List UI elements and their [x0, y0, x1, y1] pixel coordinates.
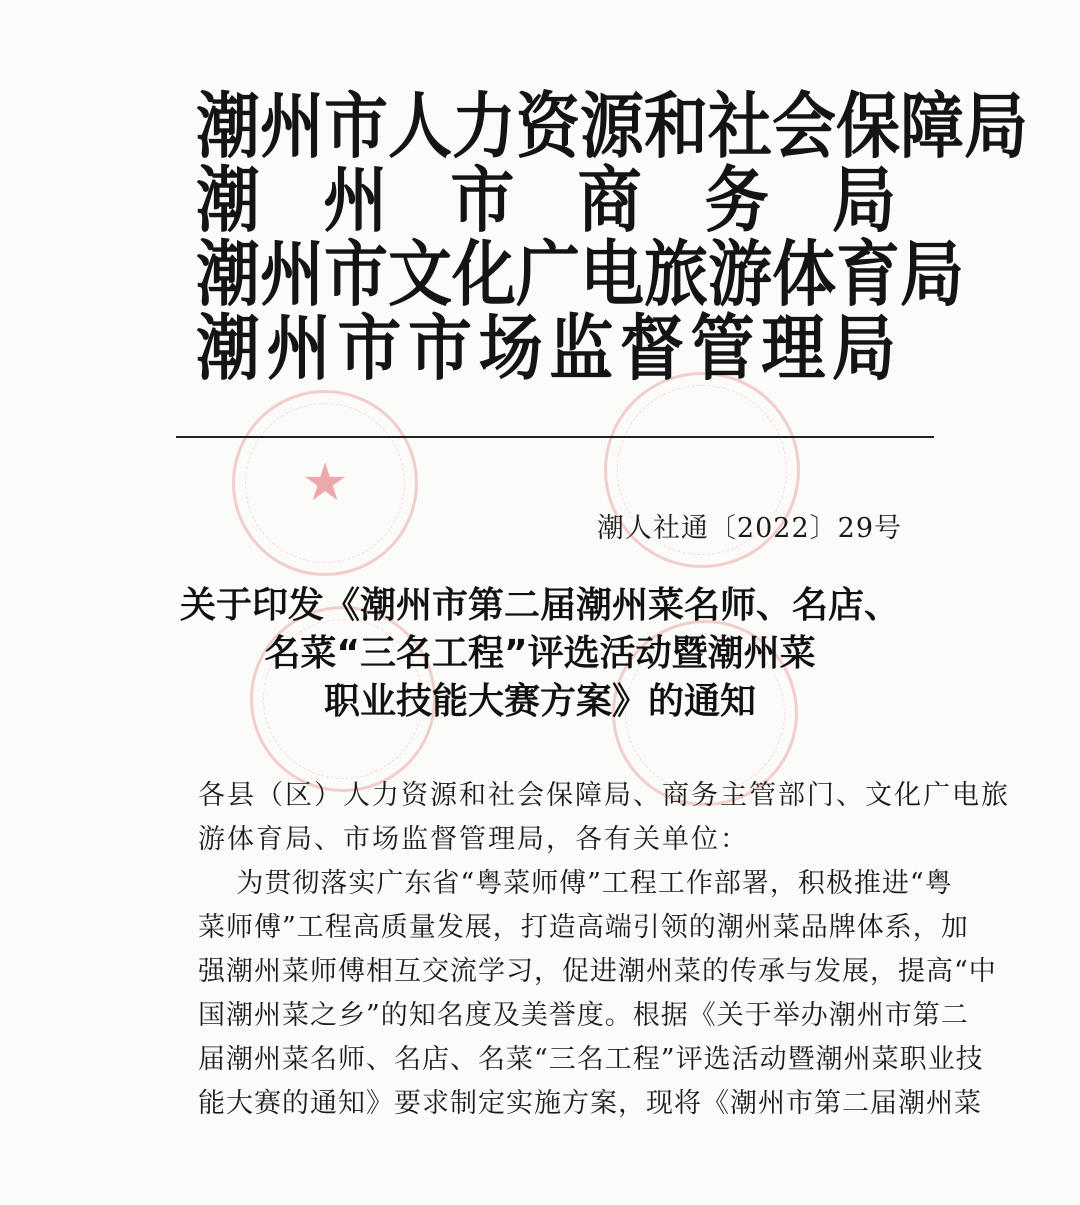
agency-char: 社	[708, 86, 772, 169]
agency-char: 潮	[196, 86, 260, 169]
agency-char: 体	[772, 234, 836, 317]
body-line: 能大赛的通知》要求制定实施方案，现将《潮州市第二届潮州菜	[198, 1088, 982, 1119]
agency-char: 障	[900, 86, 964, 169]
document-number: 潮人社通〔2022〕29号	[596, 513, 902, 544]
agency-char: 监	[549, 308, 614, 391]
agency-char: 力	[452, 86, 516, 169]
agency-char: 保	[836, 86, 900, 169]
body-paragraph	[198, 862, 997, 1126]
agency-char: 局	[964, 86, 1028, 169]
title-line: 职业技能大赛方案》的通知	[323, 681, 756, 722]
salutation-line: 各县（区）人力资源和社会保障局、商务主管部门、文化广电旅	[198, 780, 1010, 811]
agency-line	[196, 234, 964, 317]
document-title	[150, 582, 930, 726]
agency-char: 电	[580, 234, 644, 317]
agency-char: 局	[831, 160, 896, 243]
agency-char: 州	[266, 308, 331, 391]
seal-ring	[245, 403, 405, 563]
agency-char: 文	[388, 234, 452, 317]
agency-char: 人	[388, 86, 452, 169]
official-seal-left	[232, 390, 418, 576]
agency-char: 游	[708, 234, 772, 317]
salutation-line: 游体育局、市场监督管理局，各有关单位：	[198, 824, 749, 855]
agency-line	[196, 308, 896, 391]
agency-char: 局	[831, 308, 896, 391]
agency-char: 会	[772, 86, 836, 169]
agency-char: 化	[452, 234, 516, 317]
agency-char: 州	[323, 160, 388, 243]
agency-char: 市	[324, 86, 388, 169]
issuing-agencies	[196, 86, 1028, 391]
body-line: 强潮州菜师傅相互交流学习，促进潮州菜的传承与发展，提高“中	[198, 956, 997, 987]
star-icon: ★	[301, 453, 349, 513]
agency-char: 市	[450, 160, 515, 243]
agency-line	[196, 86, 1028, 169]
agency-char: 务	[704, 160, 769, 243]
agency-char: 管	[690, 308, 755, 391]
header-divider	[176, 436, 934, 438]
agency-char: 州	[260, 86, 324, 169]
agency-char: 潮	[196, 308, 260, 391]
title-line: 名菜“三名工程”评选活动暨潮州菜	[264, 633, 816, 674]
salutation	[198, 774, 1010, 862]
agency-char: 商	[577, 160, 642, 243]
agency-char: 督	[619, 308, 684, 391]
agency-char: 场	[478, 308, 543, 391]
agency-char: 理	[761, 308, 826, 391]
body-line: 国潮州菜之乡”的知名度及美誉度。根据《关于举办潮州市第二	[198, 1000, 969, 1031]
agency-char: 和	[644, 86, 708, 169]
body-line: 届潮州菜名师、名店、名菜“三名工程”评选活动暨潮州菜职业技	[198, 1044, 984, 1075]
agency-line	[196, 160, 896, 243]
agency-char: 育	[836, 234, 900, 317]
agency-char: 州	[260, 234, 324, 317]
agency-char: 广	[516, 234, 580, 317]
agency-char: 资	[516, 86, 580, 169]
agency-char: 市	[324, 234, 388, 317]
title-line: 关于印发《潮州市第二届潮州菜名师、名店、	[179, 585, 900, 626]
agency-char: 源	[580, 86, 644, 169]
body-line: 菜师傅”工程高质量发展，打造高端引领的潮州菜品牌体系，加	[198, 912, 969, 943]
agency-char: 市	[407, 308, 472, 391]
agency-char: 市	[337, 308, 402, 391]
body-line: 为贯彻落实广东省“粤菜师傅”工程工作部署，积极推进“粤	[198, 868, 953, 899]
agency-char: 旅	[644, 234, 708, 317]
agency-char: 潮	[196, 160, 260, 243]
agency-char: 局	[900, 234, 964, 317]
agency-char: 潮	[196, 234, 260, 317]
